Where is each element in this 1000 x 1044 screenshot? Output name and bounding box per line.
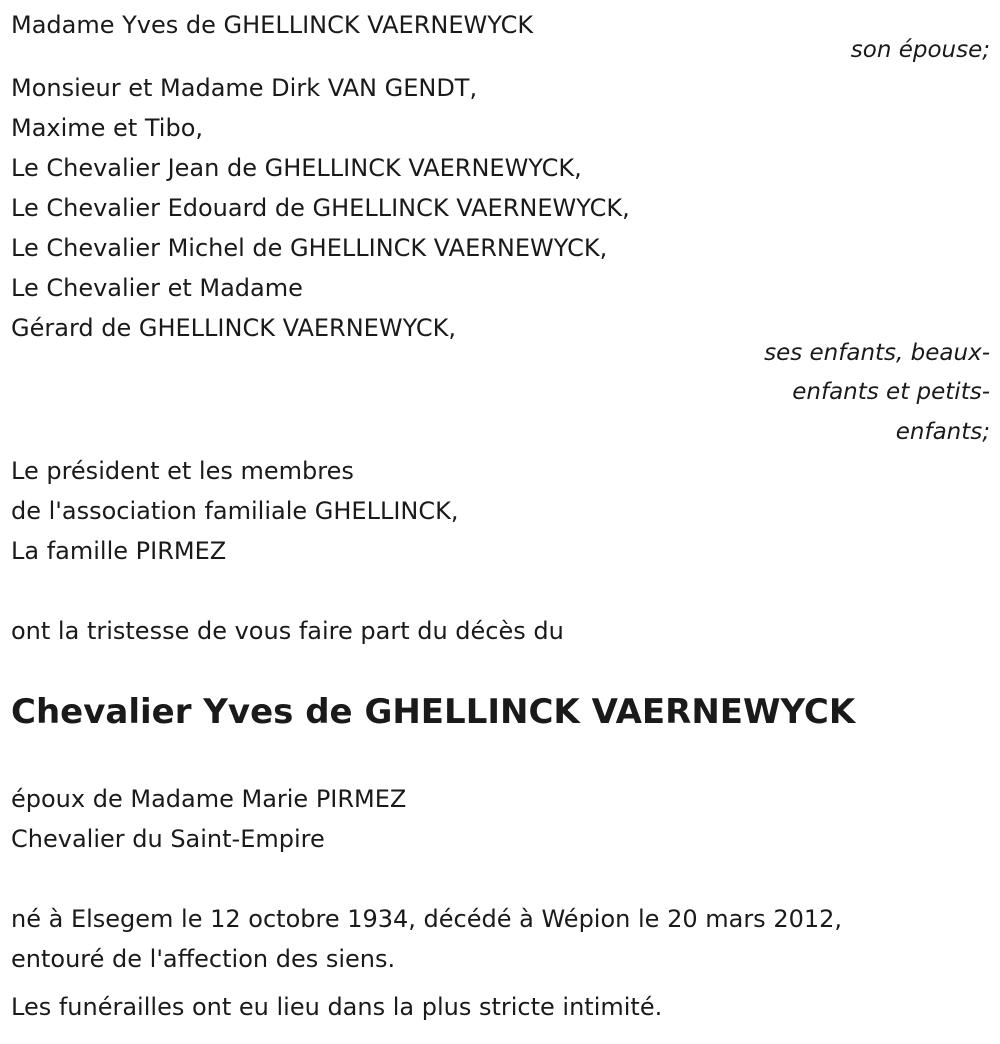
spouse-name: Madame Yves de GHELLINCK VAERNEWYCK [11,11,534,39]
dates-line: entouré de l'affection des siens. [11,945,396,973]
children-line: Le Chevalier et Madame [11,274,303,302]
children-line: Le Chevalier Jean de GHELLINCK VAERNEWYCK, [11,154,582,182]
children-line: Gérard de GHELLINCK VAERNEWYCK, [11,314,457,342]
children-line: Maxime et Tibo, [11,114,203,142]
others-line: de l'association familiale GHELLINCK, [11,497,459,525]
children-relation: enfants; [895,419,990,445]
deceased-name: Chevalier Yves de GHELLINCK VAERNEWYCK [11,692,856,732]
funeral-note: Les funérailles ont eu lieu dans la plus stricte intimité. [11,993,663,1021]
children-line: Le Chevalier Michel de GHELLINCK VAERNEWYCK, [11,234,608,262]
children-relation: enfants et petits- [792,379,990,405]
children-line: Monsieur et Madame Dirk VAN GENDT, [11,74,478,102]
dates-line: né à Elsegem le 12 octobre 1934, décédé à Wépion le 20 mars 2012, [11,905,843,933]
others-line: La famille PIRMEZ [11,537,227,565]
deceased-detail: époux de Madame Marie PIRMEZ [11,785,407,813]
children-line: Le Chevalier Edouard de GHELLINCK VAERNEWYCK, [11,194,630,222]
children-relation: ses enfants, beaux- [764,340,990,366]
deceased-detail: Chevalier du Saint-Empire [11,825,325,853]
announcement: ont la tristesse de vous faire part du décès du [11,617,564,645]
spouse-relation: son épouse; [850,37,990,63]
others-line: Le président et les membres [11,457,354,485]
